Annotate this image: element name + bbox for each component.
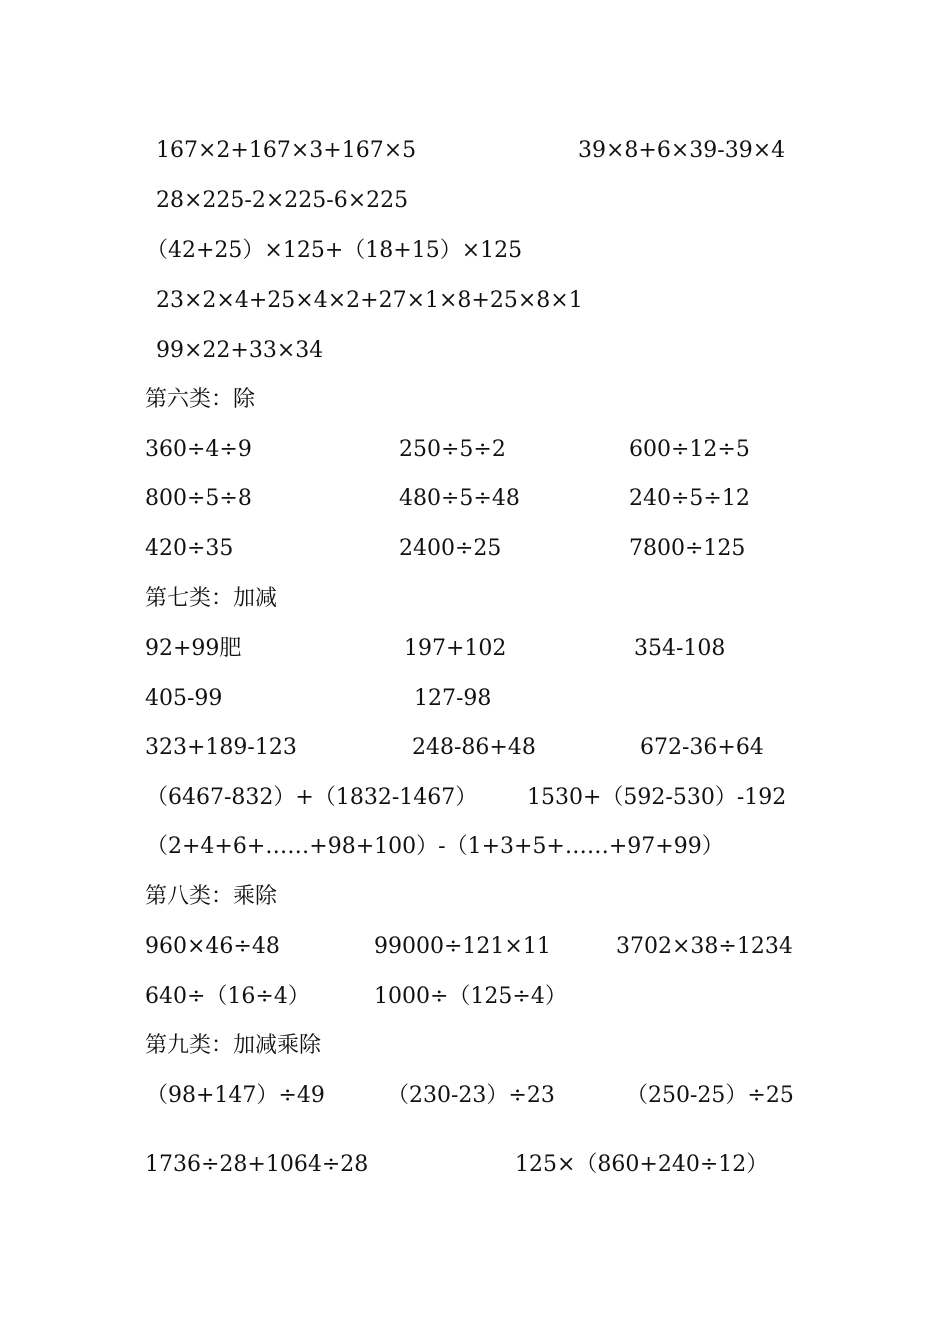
expression-7-5: （2+4+6+……+98+100）-（1+3+5+……+97+99） [146, 834, 724, 859]
expression-7-2b: 127-98 [414, 686, 492, 711]
expression-7-3c: 672-36+64 [640, 735, 764, 760]
section-8-title: 第八类：乘除 [145, 884, 278, 909]
expression-7-3b: 248-86+48 [412, 735, 536, 760]
expression-5-4: 23×2×4+25×4×2+27×1×8+25×8×1 [156, 288, 583, 313]
expression-5-5: 99×22+33×34 [156, 338, 324, 363]
section-6-title: 第六类：除 [145, 387, 256, 412]
expression-8-1a: 960×46÷48 [145, 934, 280, 959]
expression-7-2a: 405-99 [145, 686, 223, 711]
expression-7-1a: 92+99肥 [145, 636, 242, 661]
expression-5-1a: 167×2+167×3+167×5 [156, 138, 417, 163]
expression-9-2a: 1736÷28+1064÷28 [145, 1152, 369, 1177]
expression-6-3a: 420÷35 [145, 536, 234, 561]
expression-8-2b: 1000÷（125÷4） [374, 984, 567, 1009]
expression-6-3b: 2400÷25 [399, 536, 502, 561]
expression-8-1c: 3702×38÷1234 [616, 934, 793, 959]
expression-6-2c: 240÷5÷12 [629, 486, 750, 511]
expression-9-1b: （230-23）÷23 [387, 1083, 555, 1108]
section-7-title: 第七类：加减 [145, 586, 278, 611]
expression-7-1b: 197+102 [404, 636, 507, 661]
expression-7-1c: 354-108 [634, 636, 726, 661]
section-9-title: 第九类：加减乘除 [145, 1033, 322, 1058]
expression-6-1a: 360÷4÷9 [145, 437, 252, 462]
expression-7-4a: （6467-832）+（1832-1467） [146, 785, 478, 810]
expression-7-3a: 323+189-123 [145, 735, 297, 760]
expression-9-2b: 125×（860+240÷12） [515, 1152, 769, 1177]
expression-6-3c: 7800÷125 [629, 536, 746, 561]
expression-9-1c: （250-25）÷25 [626, 1083, 794, 1108]
expression-7-4b: 1530+（592-530）-192 [527, 785, 787, 810]
expression-5-1b: 39×8+6×39-39×4 [578, 138, 786, 163]
expression-6-1c: 600÷12÷5 [629, 437, 750, 462]
expression-5-3: （42+25）×125+（18+15）×125 [146, 238, 523, 263]
expression-9-1a: （98+147）÷49 [146, 1083, 325, 1108]
expression-6-1b: 250÷5÷2 [399, 437, 506, 462]
expression-8-1b: 99000÷121×11 [374, 934, 551, 959]
expression-6-2b: 480÷5÷48 [399, 486, 520, 511]
expression-8-2a: 640÷（16÷4） [145, 984, 310, 1009]
expression-6-2a: 800÷5÷8 [145, 486, 252, 511]
expression-5-2: 28×225-2×225-6×225 [156, 188, 409, 213]
